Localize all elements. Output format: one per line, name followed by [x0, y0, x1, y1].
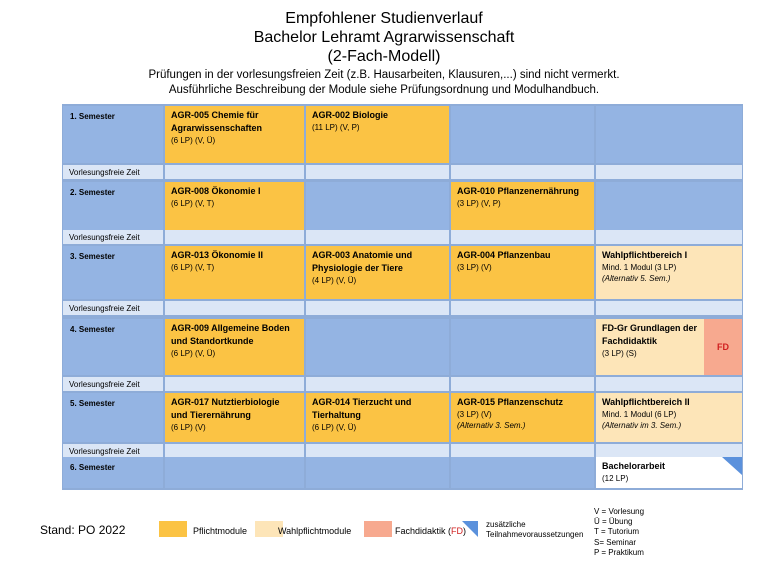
legend-extra-label-1: zusätzliche	[486, 520, 526, 529]
lecture-free-cell	[596, 230, 742, 244]
abbreviation-list	[594, 507, 644, 558]
lecture-free-cell	[165, 444, 304, 458]
module-info: (3 LP) (V, P)	[457, 199, 501, 208]
semester-label: 4. Semester	[63, 319, 163, 375]
lecture-free-cell	[306, 377, 449, 391]
module-cell	[165, 246, 304, 299]
lecture-free-cell	[165, 230, 304, 244]
legend-wahl-label: Wahlpflichtmodule	[278, 526, 352, 536]
module-cell	[165, 319, 304, 375]
empty-cell	[306, 319, 449, 375]
empty-cell	[451, 106, 594, 163]
module-title: AGR-010 Pflanzenernährung	[457, 186, 580, 196]
empty-cell	[165, 457, 304, 488]
lecture-free-cell	[306, 444, 449, 458]
lecture-free-label: Vorlesungsfreie Zeit	[63, 165, 163, 179]
extra-requirement-corner-icon	[722, 457, 742, 475]
lecture-free-cell	[596, 301, 742, 315]
study-plan-table	[62, 104, 743, 490]
lecture-free-cell	[165, 301, 304, 315]
lecture-free-cell	[165, 165, 304, 179]
module-cell	[596, 319, 742, 375]
module-info: (6 LP) (V, Ü)	[171, 136, 216, 145]
abbreviation-item: S= Seminar	[594, 537, 637, 547]
module-note: (Alternativ 5. Sem.)	[602, 274, 671, 283]
module-note: (Alternativ im 3. Sem.)	[602, 421, 682, 430]
lecture-free-cell	[451, 301, 594, 315]
page-subtitle: Bachelor Lehramt Agrarwissenschaft	[253, 29, 515, 46]
lecture-free-cell	[306, 230, 449, 244]
module-cell	[306, 106, 449, 163]
legend-extra-label-2: Teilnahmevoraussetzungen	[486, 530, 584, 539]
legend-fd-swatch	[364, 521, 392, 537]
semester-label: 2. Semester	[63, 182, 163, 240]
semester-label: 3. Semester	[63, 246, 163, 299]
module-cell	[306, 393, 449, 442]
semester-label: 1. Semester	[63, 106, 163, 163]
module-title: AGR-008 Ökonomie I	[171, 186, 261, 196]
empty-cell	[451, 319, 594, 375]
module-info: (6 LP) (V, Ü)	[312, 423, 357, 432]
module-cell	[451, 246, 594, 299]
note-exams: Prüfungen in der vorlesungsfreien Zeit (z.B. Hausarbeiten, Klausuren,...) sind nicht vermerkt.	[148, 69, 620, 81]
module-info: Mind. 1 Modul (3 LP)	[602, 263, 677, 272]
module-info: (6 LP) (V, T)	[171, 199, 215, 208]
empty-cell	[596, 106, 742, 163]
module-title: AGR-009 Allgemeine Boden und Standortkunde	[171, 323, 290, 346]
lecture-free-label: Vorlesungsfreie Zeit	[63, 444, 163, 458]
lecture-free-cell	[451, 165, 594, 179]
module-title: AGR-017 Nutztierbiologie und Tierernährung	[171, 397, 280, 420]
lecture-free-label: Vorlesungsfreie Zeit	[63, 230, 163, 244]
module-cell	[451, 393, 594, 442]
module-cell	[165, 106, 304, 163]
lecture-free-cell	[596, 377, 742, 391]
lecture-free-cell	[596, 165, 742, 179]
module-info: (6 LP) (V, T)	[171, 263, 215, 272]
module-cell	[165, 393, 304, 442]
module-info: (6 LP) (V, Ü)	[171, 349, 216, 358]
module-title: AGR-004 Pflanzenbau	[457, 250, 551, 260]
note-description: Ausführliche Beschreibung der Module siehe Prüfungsordnung und Modulhandbuch.	[168, 84, 600, 96]
module-info: (12 LP)	[602, 474, 629, 483]
module-note: (Alternativ 3. Sem.)	[457, 421, 526, 430]
module-info: (3 LP) (V)	[457, 410, 492, 419]
module-title: AGR-013 Ökonomie II	[171, 250, 264, 260]
lecture-free-label: Vorlesungsfreie Zeit	[63, 301, 163, 315]
module-info: (3 LP) (S)	[602, 349, 637, 358]
page-title: Empfohlener Studienverlauf	[285, 10, 483, 27]
module-cell	[596, 246, 742, 299]
legend-pflicht-swatch	[159, 521, 187, 537]
module-info: (11 LP) (V, P)	[312, 123, 360, 132]
abbreviation-item: T = Tutorium	[594, 527, 639, 537]
lecture-free-label: Vorlesungsfreie Zeit	[63, 377, 163, 391]
fachdidaktik-tag: FD	[704, 319, 742, 375]
empty-cell	[451, 457, 594, 488]
empty-cell	[306, 457, 449, 488]
module-title: AGR-015 Pflanzenschutz	[457, 397, 564, 407]
lecture-free-cell	[451, 377, 594, 391]
legend-pflicht-label: Pflichtmodule	[193, 526, 248, 536]
module-title: FD-Gr Grundlagen der Fachdidaktik	[602, 323, 698, 346]
lecture-free-cell	[306, 165, 449, 179]
module-info: Mind. 1 Modul (6 LP)	[602, 410, 677, 419]
module-title: AGR-002 Biologie	[312, 110, 389, 120]
module-title: AGR-014 Tierzucht und Tierhaltung	[312, 397, 412, 420]
semester-label: 6. Semester	[63, 457, 163, 488]
lecture-free-cell	[306, 301, 449, 315]
module-info: (6 LP) (V)	[171, 423, 206, 432]
legend-fd-label: Fachdidaktik (FD)	[395, 526, 467, 536]
abbreviation-item: V = Vorlesung	[594, 507, 645, 516]
module-cell	[596, 393, 742, 442]
legend-extra-corner-icon	[462, 521, 478, 537]
module-info: (4 LP) (V, Ü)	[312, 276, 357, 285]
stand-label: Stand: PO 2022	[40, 523, 126, 537]
module-title: AGR-003 Anatomie und Physiologie der Tiere	[312, 250, 413, 273]
lecture-free-cell	[596, 444, 742, 458]
module-cell	[306, 246, 449, 299]
module-title: Bachelorarbeit	[602, 461, 666, 471]
abbreviation-item: Ü = Übung	[594, 517, 633, 527]
module-info: (3 LP) (V)	[457, 263, 492, 272]
module-title: AGR-005 Chemie für Agrarwissenschaften	[171, 110, 263, 133]
lecture-free-cell	[165, 377, 304, 391]
module-title: Wahlpflichtbereich I	[602, 250, 688, 260]
lecture-free-cell	[451, 230, 594, 244]
bachelor-thesis-cell	[596, 457, 742, 488]
lecture-free-cell	[451, 444, 594, 458]
semester-label: 5. Semester	[63, 393, 163, 442]
module-title: Wahlpflichtbereich II	[602, 397, 690, 407]
abbreviation-item: P = Praktikum	[594, 547, 644, 557]
page-subtitle-model: (2-Fach-Modell)	[327, 48, 441, 65]
